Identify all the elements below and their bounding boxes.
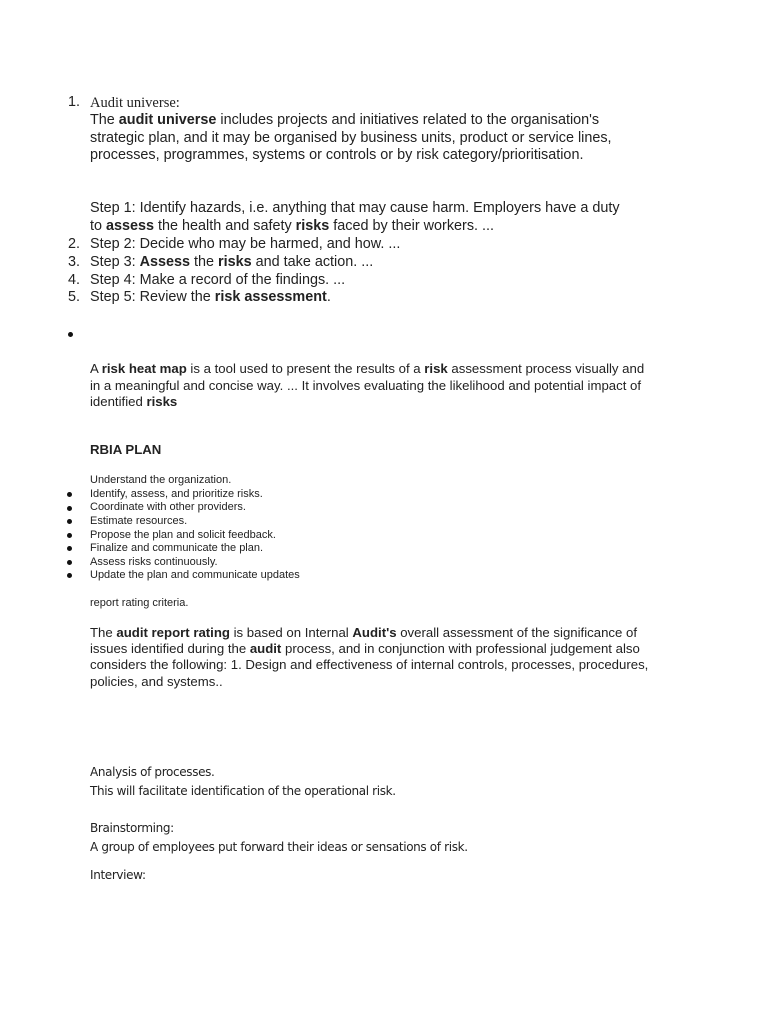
step-4: Step 4: Make a record of the findings. ... xyxy=(90,271,346,288)
report-rating-label: report rating criteria. xyxy=(90,597,189,609)
bullet-icon xyxy=(67,573,72,578)
report-line-3: considers the following: 1. Design and effectiveness of internal controls, processes, procedures, xyxy=(90,657,649,672)
rbia-bullet: Estimate resources. xyxy=(90,514,188,527)
audit-universe-line-1: The audit universe includes projects and initiatives related to the organisation's xyxy=(90,112,600,128)
rbia-bullet: Identify, assess, and prioritize risks. xyxy=(90,487,263,500)
step-1-line-2: to assess the health and safety risks faced by their workers. ... xyxy=(90,218,495,234)
step-3: Step 3: Assess the risks and take action. ... xyxy=(90,254,374,270)
report-line-4: policies, and systems.. xyxy=(90,673,223,689)
audit-universe-line-3: processes, programmes, systems or controls or by risk category/prioritisation. xyxy=(90,147,584,163)
list-number: 1. xyxy=(67,94,80,110)
audit-universe-heading: Audit universe: xyxy=(90,95,180,111)
analysis-description: This will facilitate identification of the operational risk. xyxy=(90,784,396,798)
audit-universe-line-2: strategic plan, and it may be organised by business units, product or service lines, xyxy=(90,129,612,146)
step-5: Step 5: Review the risk assessment. xyxy=(90,289,331,305)
list-number: 4. xyxy=(67,271,80,288)
brainstorming-description: A group of employees put forward their ideas or sensations of risk. xyxy=(90,840,468,854)
rbia-bullet: Assess risks continuously. xyxy=(90,555,218,568)
bullet-icon xyxy=(67,506,72,511)
rbia-intro: Understand the organization. xyxy=(90,474,232,486)
bullet-icon xyxy=(67,560,72,565)
report-line-1: The audit report rating is based on Internal Audit's overall assessment of the significance of xyxy=(90,625,637,640)
analysis-title: Analysis of processes. xyxy=(90,765,215,779)
list-number: 5. xyxy=(67,289,80,305)
list-number: 2. xyxy=(67,236,80,252)
report-line-2: issues identified during the audit process, and in conjunction with professional judgement also xyxy=(90,641,640,656)
rbia-bullet: Propose the plan and solicit feedback. xyxy=(90,528,276,541)
interview-title: Interview: xyxy=(90,868,146,882)
heatmap-line-1: A risk heat map is a tool used to present the results of a risk assessment process visually and xyxy=(90,361,645,376)
rbia-bullet: Finalize and communicate the plan. xyxy=(90,542,264,554)
bullet-icon xyxy=(68,332,73,337)
bullet-icon xyxy=(67,519,72,524)
bullet-icon xyxy=(67,533,72,538)
heatmap-line-2: in a meaningful and concise way. ... It involves evaluating the likelihood and potential impact of xyxy=(90,377,642,393)
list-number: 3. xyxy=(67,254,80,270)
rbia-bullet: Coordinate with other providers. xyxy=(90,501,246,513)
bullet-icon xyxy=(67,546,72,551)
step-1-line-1: Step 1: Identify hazards, i.e. anything that may cause harm. Employers have a duty xyxy=(90,200,620,216)
bullet-icon xyxy=(67,492,72,497)
brainstorming-title: Brainstorming: xyxy=(90,821,174,835)
step-2: Step 2: Decide who may be harmed, and how. ... xyxy=(90,236,401,252)
heatmap-line-3: identified risks xyxy=(90,393,178,409)
rbia-plan-title: RBIA PLAN xyxy=(90,442,162,457)
rbia-bullet: Update the plan and communicate updates xyxy=(90,569,300,581)
